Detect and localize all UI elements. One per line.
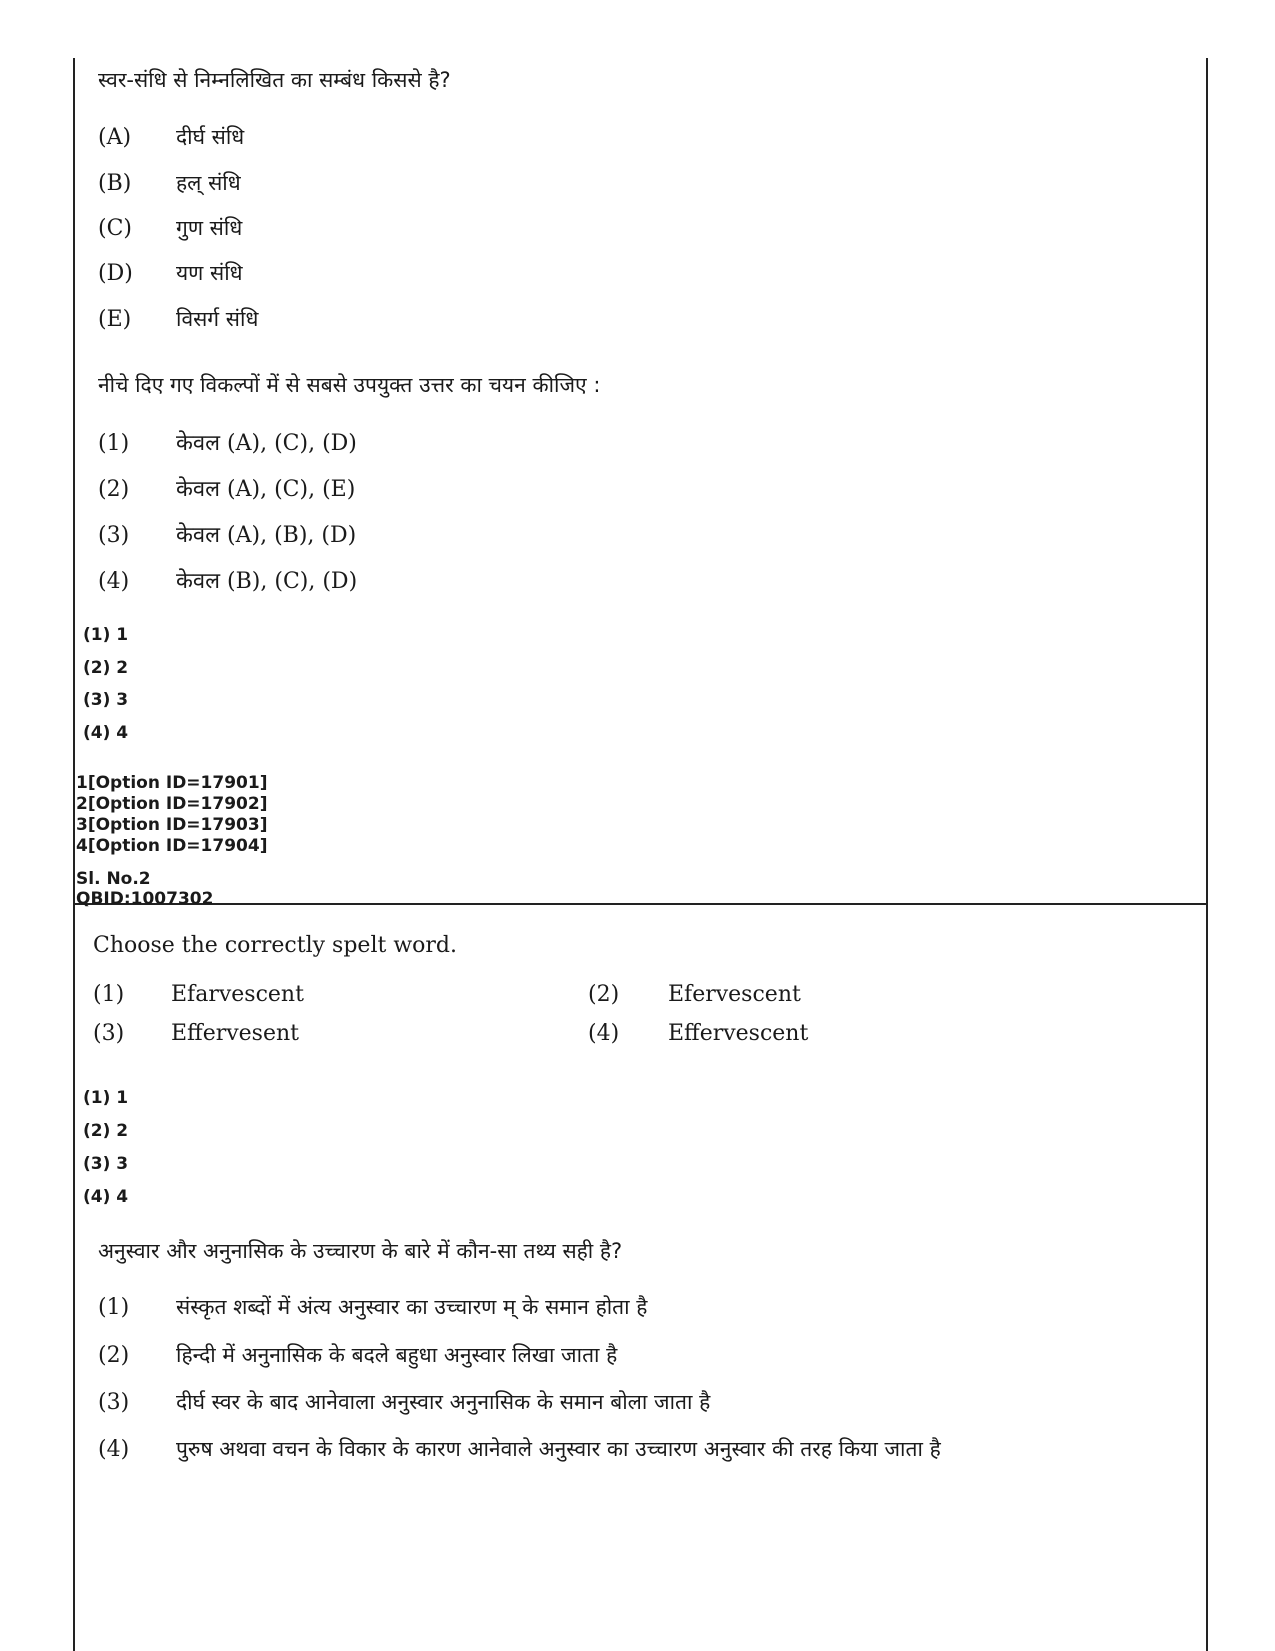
q1-answer-option-4: (4) 4 xyxy=(83,723,129,743)
q1-answer-option-1: (1) 1 xyxy=(83,625,129,645)
q2-answer-option-3: (3) 3 xyxy=(83,1154,129,1174)
q1-statement-d: (D) यण संधि xyxy=(98,261,243,286)
q2-stem: Choose the correctly spelt word. xyxy=(93,933,457,958)
q1-option-id-1: 1[Option ID=17901] xyxy=(76,773,268,793)
q2-answer-option-2: (2) 2 xyxy=(83,1121,129,1141)
q1-choice-2: (2) केवल (A), (C), (E) xyxy=(98,477,356,502)
q3-choice-4: (4) पुरुष अथवा वचन के विकार के कारण आनेवाले अनुस्वार का उच्चारण अनुस्वार की तरह किया जाता है xyxy=(98,1437,941,1462)
q1-statement-e: (E) विसर्ग संधि xyxy=(98,307,259,332)
q2-serial-number: Sl. No.2 xyxy=(76,869,151,889)
q1-answer-option-3: (3) 3 xyxy=(83,690,129,710)
q3-choice-3: (3) दीर्घ स्वर के बाद आनेवाला अनुस्वार अनुनासिक के समान बोला जाता है xyxy=(98,1390,711,1415)
q2-choice-2: (2) Efervescent xyxy=(588,982,801,1007)
q3-choice-1: (1) संस्कृत शब्दों में अंत्य अनुस्वार का उच्चारण म् के समान होता है xyxy=(98,1295,648,1320)
q1-choice-4: (4) केवल (B), (C), (D) xyxy=(98,569,358,594)
q2-answer-option-1: (1) 1 xyxy=(83,1088,129,1108)
q2-answer-option-4: (4) 4 xyxy=(83,1187,129,1207)
q1-option-id-3: 3[Option ID=17903] xyxy=(76,815,268,835)
q1-option-id-4: 4[Option ID=17904] xyxy=(76,836,268,856)
q1-choice-1: (1) केवल (A), (C), (D) xyxy=(98,431,357,456)
q1-instruction: नीचे दिए गए विकल्पों में से सबसे उपयुक्त उत्तर का चयन कीजिए : xyxy=(98,373,601,397)
q1-option-id-2: 2[Option ID=17902] xyxy=(76,794,268,814)
q1-statement-a: (A) दीर्घ संधि xyxy=(98,125,245,150)
q3-stem: अनुस्वार और अनुनासिक के उच्चारण के बारे में कौन-सा तथ्य सही है? xyxy=(98,1239,623,1263)
q1-answer-option-2: (2) 2 xyxy=(83,658,129,678)
q1-choice-3: (3) केवल (A), (B), (D) xyxy=(98,523,357,548)
q1-statement-b: (B) हल् संधि xyxy=(98,171,241,196)
q1-stem: स्वर-संधि से निम्नलिखित का सम्बंध किससे है? xyxy=(98,68,451,92)
q2-choice-1: (1) Efarvescent xyxy=(93,982,304,1007)
question-divider xyxy=(73,903,1206,905)
q2-choice-4: (4) Effervescent xyxy=(588,1021,809,1046)
q2-choice-3: (3) Effervesent xyxy=(93,1021,299,1046)
q2-qbid: QBID:1007302 xyxy=(76,889,214,909)
q1-statement-c: (C) गुण संधि xyxy=(98,216,243,241)
q3-choice-2: (2) हिन्दी में अनुनासिक के बदले बहुधा अनुस्वार लिखा जाता है xyxy=(98,1343,618,1368)
